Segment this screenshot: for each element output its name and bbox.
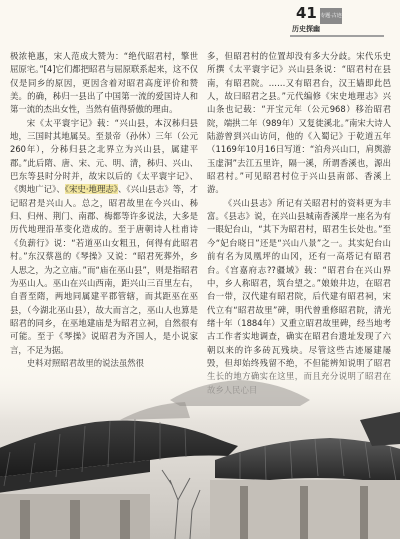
highlighted-phrase: 《宋史·地理志》 xyxy=(64,184,119,195)
page-number: 41 xyxy=(296,4,317,22)
paragraph: 宋《太平寰宇记》载：“兴山县，本汉秭归县地，三国时其地属吴。至景帝（孙休）三年（公元260年），分秭归县之北界立为兴山县，属建平郡。”此后隋、唐、宋、元、明、清，秭归、兴山、巴东等县时分时并，故宋以后的《太平寰宇记》、《舆地广记》、《宋史·地理志》、《兴山县志》等，才记昭君是兴山人。总之，昭君故里在今兴山、秭归、归州、荆门、南郡、梅都等许多说法，大多是历代地理沿革变化造成的。至于唐朝诗人杜甫诗《负薪行》说：“若道巫山女粗丑，何得有此昭君村。”东汉蔡邕的《琴操》又说：“昭君死葬外，乡人思之，为之立庙。”而“庙在巫山县”，则是指昭君为巫山人。巫山在兴山西南，距兴山三百里左右，自晋至隋，两地同属建平郡管辖，而其距巫在巫县，（今湖北巫山县），故大而言之，巫山人也算是昭君的同乡，在巫地建庙是为昭君立祠，自然很有可能。至于《琴操》说昭君为齐国人，是小说家言，不足为据。 xyxy=(10,117,198,355)
paragraph: 极浓艳惠，宋人范成大赞为：“绝代昭君村，擎世屈原宅。”[4]它们都把昭君与屈原联系起来，这不仅仅是同乡的原因，更因含着对昭君高度评价和赞美。的确，秭归一县出了中国第一流的爱国诗人和第一流的杰出女性，当然有值得骄傲的理由。 xyxy=(10,51,198,115)
section-badge: 专题·古迹 xyxy=(320,8,342,24)
paragraph: 多，但昭君村的位置却没有多大分歧。宋代乐史所撰《太平寰宇记》兴山县条说：“昭君村在县南，有昭君院。……又有昭君台，汉王嫱即此邑人，故曰昭君之县。”元代编修《宋史地理志》兴山条也记载：“开宝元年（公元968）移治昭君院，端拱二年（989年）又复徙溪北。”南宋大诗人陆游曾到兴山访问，他的《入蜀记》于乾道五年（1169年10月16日写道：“泊舟兴山口，肩舆游玉虚洞”去江五里许，隔一溪，所谓香溪也，源出昭君村。”可见昭君村位于兴山县南部、香溪上游。 xyxy=(207,51,391,195)
rooftops-illustration xyxy=(0,360,400,539)
page-header xyxy=(290,4,386,48)
paragraph: 《兴山县志》所记有关昭君村的资料更为丰富。《县志》说，在兴山县城南香溪岸一座名为有一眼妃台山，“其下为昭君村，昭君生长处也。”至今“妃台晓日”还是“兴山八景”之一。其实妃台山前有名为凤凰坪的山冈，还有一高塔记有昭君台。《宫嘉府志??疆域》载：“昭君台在兴山界中，乡人称昭君，筑台望之。”娘娘井边，在昭君台一带，汉代建有昭君院，后代建有昭君祠，宋代立有“昭君故里”碑，明代曾重修昭君院，清光绪十年（1884年）又重立昭君故里碑，经当地考古工作者实地调查，确实在昭君台遗址发现了六朝以来的许多砖瓦残块。尽管这些古迹屡建屡 xyxy=(207,197,391,355)
section-title: 历史探幽 xyxy=(292,25,320,33)
header-rule xyxy=(290,35,384,37)
temple-rooftops-photo xyxy=(0,360,400,539)
